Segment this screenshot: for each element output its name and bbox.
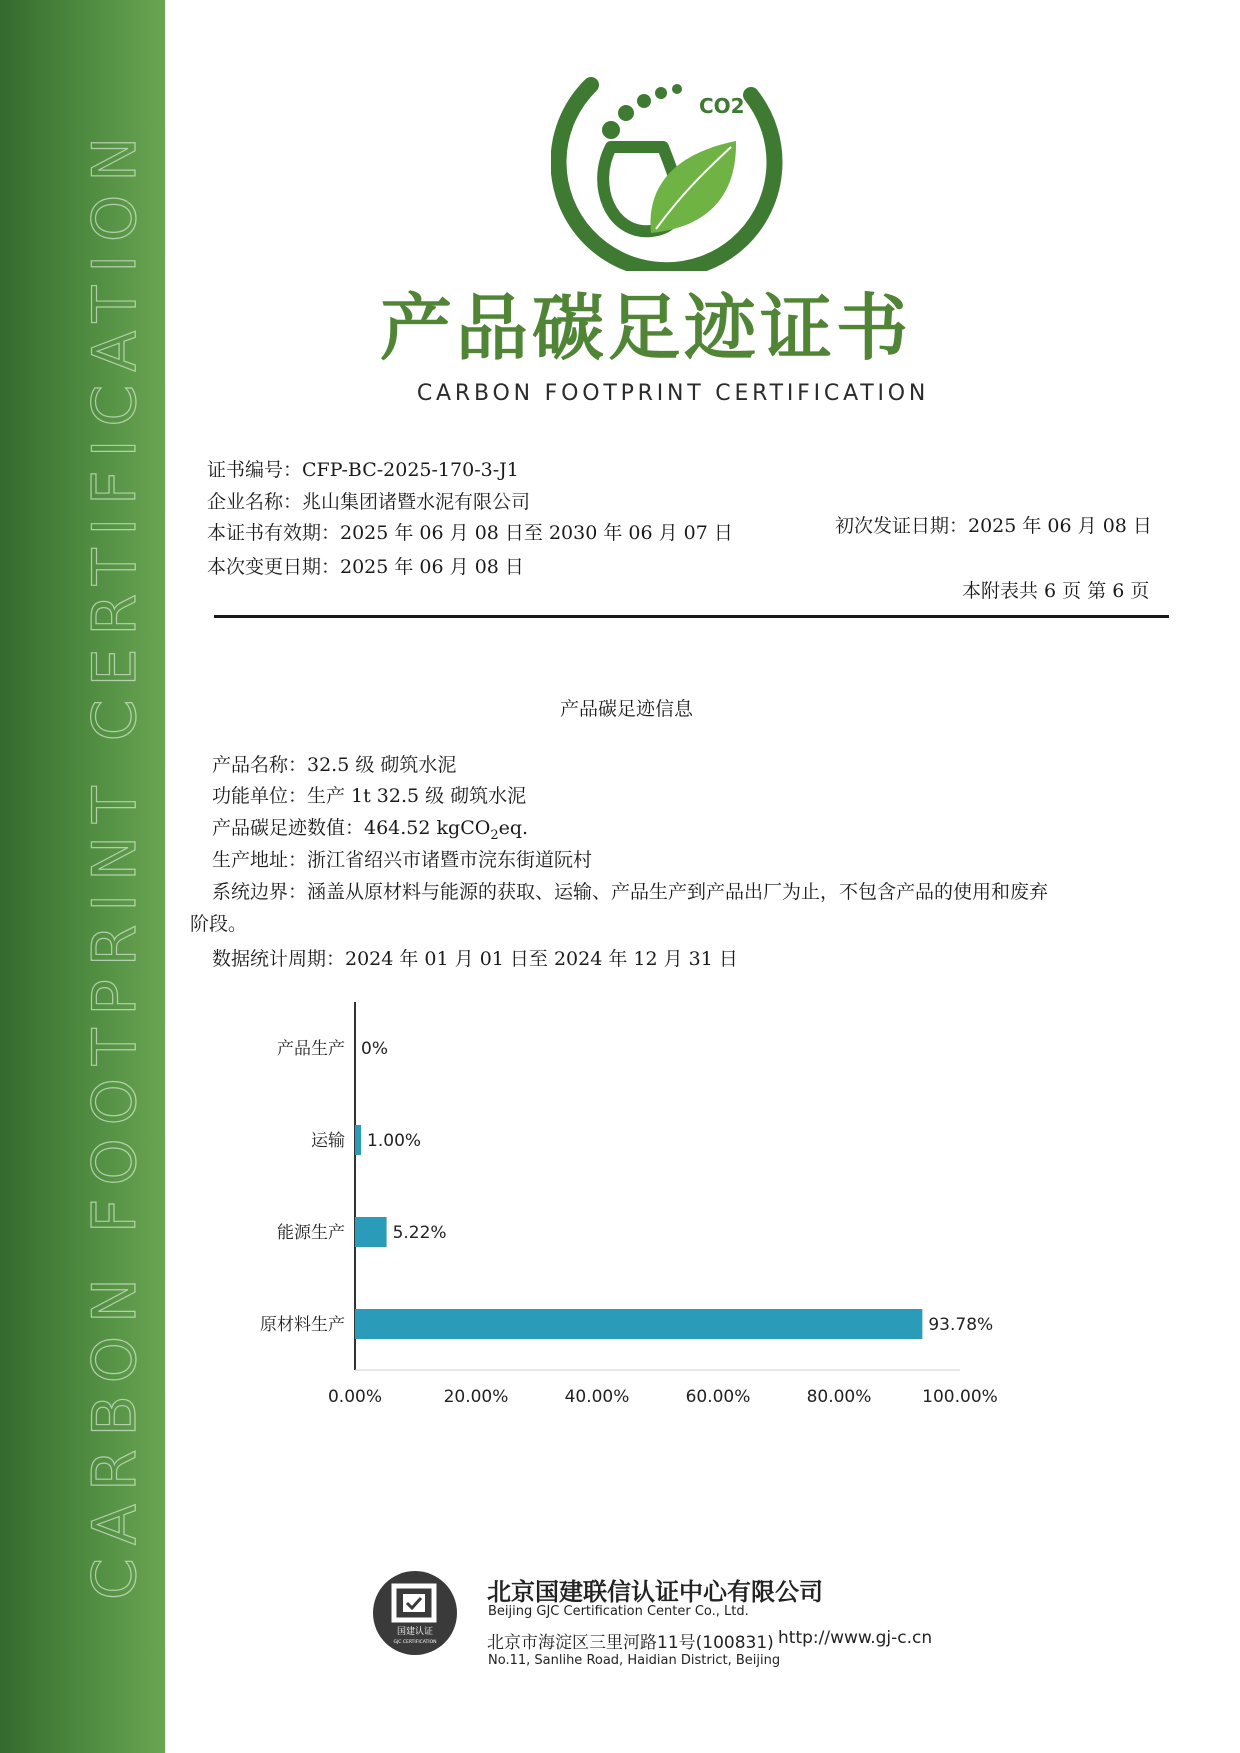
x-tick-label: 60.00% [685,1387,751,1407]
gjc-logo-caption-en: GJC CERTIFICATION [393,1640,437,1645]
sidebar-vertical-text: CARBON FOOTPRINT CERTIFICATION [80,123,150,1600]
footprint-value [212,813,528,843]
system-boundary: 系统边界：涵盖从原材料与能源的获取、运输、产品生产到产品出厂为止，不包含产品的使用和废弃 [212,881,1049,903]
footprint-value-subscript: 2 [490,827,499,843]
first-issue-date: 初次发证日期：2025 年 06 月 08 日 [835,515,1152,537]
bar-3 [355,1309,922,1339]
page-indicator: 本附表共 6 页 第 6 页 [962,580,1150,602]
contribution-bar-chart [240,990,1040,1410]
org-address-en: No.11, Sanlihe Road, Haidian District, Beijing [488,1653,781,1668]
toe-1 [602,121,620,139]
toe-5 [672,84,682,94]
data-period: 数据统计周期：2024 年 01 月 01 日至 2024 年 12 月 31 日 [212,948,738,970]
org-name-cn: 北京国建联信认证中心有限公司 [487,1578,823,1606]
bar-2 [355,1217,387,1247]
production-address: 生产地址：浙江省绍兴市诸暨市浣东街道阮村 [212,849,593,871]
category-label: 原材料生产 [260,1315,345,1335]
category-label: 能源生产 [277,1223,345,1243]
data-label: 1.00% [367,1131,422,1151]
org-name-en: Beijing GJC Certification Center Co., Ltd. [488,1604,749,1619]
x-tick-label: 40.00% [564,1387,630,1407]
system-boundary-cont: 阶段。 [190,913,248,935]
x-tick-label: 100.00% [922,1387,998,1407]
header-divider [214,615,1169,618]
data-label: 0% [361,1039,388,1059]
product-name: 产品名称：32.5 级 砌筑水泥 [212,754,457,776]
toe-3 [637,94,651,108]
footprint-value-suffix: eq. [498,817,529,839]
gjc-logo-caption-cn: 国建认证 [396,1627,434,1637]
data-label: 5.22% [392,1223,447,1243]
company-name: 企业名称：兆山集团诸暨水泥有限公司 [207,491,531,513]
x-tick-label: 0.00% [327,1387,383,1407]
toe-4 [655,87,667,99]
cert-number: 证书编号：CFP-BC-2025-170-3-J1 [207,459,519,481]
x-tick-label: 80.00% [806,1387,872,1407]
section-title: 产品碳足迹信息 [560,698,694,720]
category-label: 产品生产 [277,1039,345,1059]
validity-period: 本证书有效期：2025 年 06 月 08 日至 2030 年 06 月 07 日 [207,522,733,544]
sidebar-band [0,0,165,1753]
x-tick-label: 20.00% [443,1387,509,1407]
co2-label: CO2 [699,94,745,118]
gjc-logo-check-box [403,1594,425,1612]
org-address-cn: 北京市海淀区三里河路11号(100831) [487,1633,774,1653]
carbon-footprint-logo [551,35,787,271]
footprint-value-text: 产品碳足迹数值：464.52 kgCO [212,817,491,839]
category-label: 运输 [311,1131,345,1151]
functional-unit: 功能单位：生产 1t 32.5 级 砌筑水泥 [212,785,527,807]
data-label: 93.78% [928,1315,994,1335]
toe-2 [618,105,634,121]
bar-1 [355,1125,361,1155]
certificate-title-cn: 产品碳足迹证书 [380,285,913,370]
certificate-title-en: CARBON FOOTPRINT CERTIFICATION [416,381,930,406]
gjc-logo [372,1570,458,1656]
org-website-link[interactable]: http://www.gj-c.cn [778,1628,933,1648]
change-date: 本次变更日期：2025 年 06 月 08 日 [207,556,524,578]
